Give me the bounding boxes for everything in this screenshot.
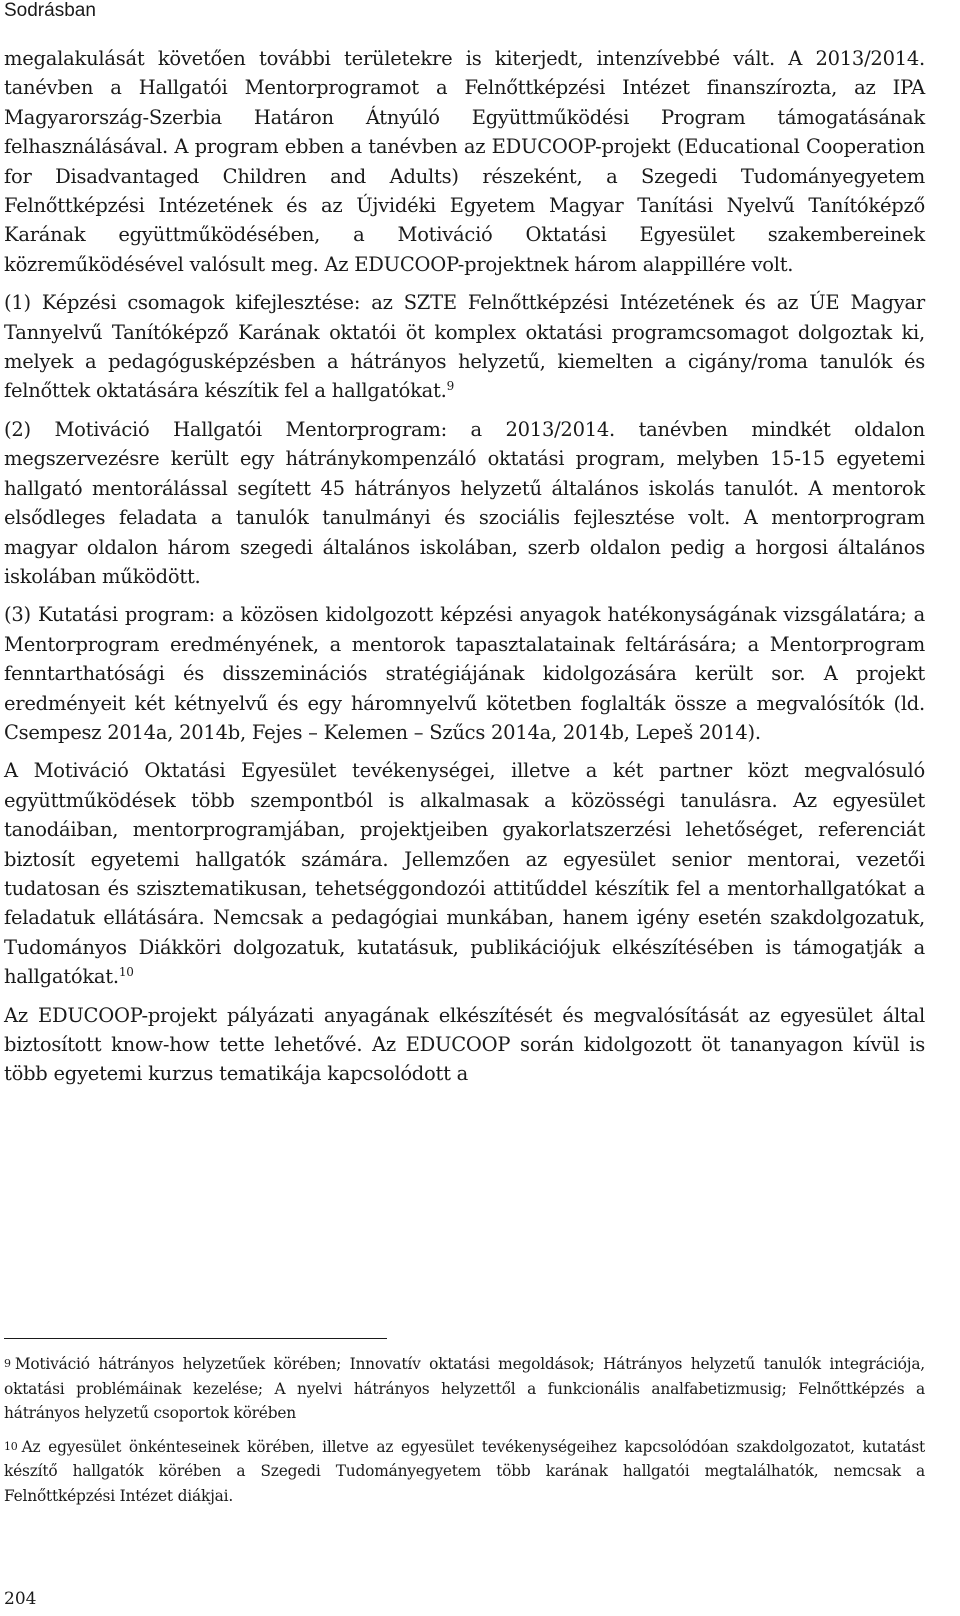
paragraph-text: (2) Motiváció Hallgatói Mentorprogram: a 2013/2014. tanévben mindkét oldalon megszervezésre került egy hátránykompenzáló oktatási program, melyben 15-15 egyetemi hallgató mentorálással segített 45 hátrányos helyzetű általános iskolás tanulót. A mentorok elsődleges feladata a tanulók tanulmányi és szociális fejlesztése volt. A mentorprogram magyar oldalon három szegedi általános iskolában, szerb oldalon pedig a horgosi általános iskolában működött. bbox=[4, 417, 925, 588]
footnote-divider bbox=[4, 1338, 387, 1339]
footnote-number: 10 bbox=[4, 1439, 18, 1453]
paragraph-text: (1) Képzési csomagok kifejlesztése: az SZTE Felnőttképzési Intézetének és az ÚE Magyar Tannyelvű Tanítóképző Karának oktatói öt komplex oktatási programcsomagot dolgoztak ki, melyek a pedagógusképzésben a hátrányos helyzetű, kiemelten a cigány/roma tanulók és felnőttek oktatására készítik fel a hallgatókat. bbox=[4, 291, 925, 403]
running-head: Sodrásban bbox=[4, 0, 96, 21]
footnote-reference[interactable]: 9 bbox=[446, 379, 454, 394]
paragraph-text: megalakulását követően további területekre is kiterjedt, intenzívebbé vált. A 2013/2014. tanévben a Hallgatói Mentorprogramot a Felnőttképzési Intézet finanszírozta, az IPA Magyarország-Szerbia Határon Átnyúló Együttműködési Program támogatásának felhasználásával. A program ebben a tanévben az EDUCOOP-projekt (Educational Cooperation for Disadvantaged Children and Adults) részeként, a Szegedi Tudományegyetem Felnőttképzési Intézetének és az Újvidéki Egyetem Magyar Tanítási Nyelvű Tanítóképző Karának együttműködésében, a Motiváció Oktatási Egyesület szakembereinek közreműködésével valósult meg. Az EDUCOOP-projektnek három alappillére volt. bbox=[4, 47, 925, 276]
paragraph bbox=[4, 600, 925, 747]
paragraph bbox=[4, 1001, 925, 1089]
footnote-reference[interactable]: 10 bbox=[118, 965, 134, 980]
paragraph bbox=[4, 44, 925, 279]
paragraph-text: (3) Kutatási program: a közösen kidolgozott képzési anyagok hatékonyságának vizsgálatára; a Mentorprogram eredményének, a mentorok tapasztalatainak feltárására; a Mentorprogram fenntarthatósági és disszeminációs stratégiájának kidolgozására került sor. A projekt eredményeit két kétnyelvű és egy háromnyelvű kötetben foglalták össze a megvalósítók (ld. Csempesz 2014a, 2014b, Fejes – Kelemen – Szűcs 2014a, 2014b, Lepeš 2014). bbox=[4, 603, 925, 744]
body-text bbox=[4, 44, 925, 1098]
paragraph-text: A Motiváció Oktatási Egyesület tevékenységei, illetve a két partner közt megvalósuló együttműködések több szempontból is alkalmasak a közösségi tanulásra. Az egyesület tanodáiban, mentorprogramjában, projektjeiben gyakorlatszerzési lehetőséget, referenciát biztosít egyetemi hallgatók számára. Jellemzően az egyesület senior mentorai, vezetői tudatosan és szisztematikusan, tehetséggondozói attitűddel készítik fel a mentorhallgatókat a feladatuk ellátására. Nemcsak a pedagógiai munkában, hanem igény esetén szakdolgozatuk, Tudományos Diákköri dolgozatuk, kutatásuk, publikációjuk elkészítésében is támogatják a hallgatókat. bbox=[4, 759, 925, 989]
paragraph-text: Az EDUCOOP-projekt pályázati anyagának elkészítését és megvalósítását az egyesület által biztosított know-how tette lehetővé. Az EDUCOOP során kidolgozott öt tananyagon kívül is több egyetemi kurzus tematikája kapcsolódott a bbox=[4, 1003, 925, 1086]
footnote bbox=[4, 1435, 925, 1509]
page-number: 204 bbox=[4, 1589, 37, 1609]
paragraph bbox=[4, 415, 925, 591]
footnote-number: 9 bbox=[4, 1357, 11, 1370]
footnote-text: Motiváció hátrányos helyzetűek körében; Innovatív oktatási megoldások; Hátrányos helyzetű tanulók integrációja, oktatási problémáinak kezelése; A nyelvi hátrányos helyzettől a funkcionális analfabetizmusig; Felnőttképzés a hátrányos helyzetű csoportok körében bbox=[4, 1355, 925, 1422]
footnote-text: Az egyesület önkénteseinek körében, illetve az egyesület tevékenységeihez kapcsolódóan szakdolgozatot, kutatást készítő hallgatók körében a Szegedi Tudományegyetem több karának hallgatói megtalálhatók, nemcsak a Felnőttképzési Intézet diákjai. bbox=[4, 1437, 925, 1505]
footnotes bbox=[4, 1352, 925, 1517]
paragraph bbox=[4, 288, 925, 406]
paragraph bbox=[4, 756, 925, 991]
footnote bbox=[4, 1352, 925, 1426]
